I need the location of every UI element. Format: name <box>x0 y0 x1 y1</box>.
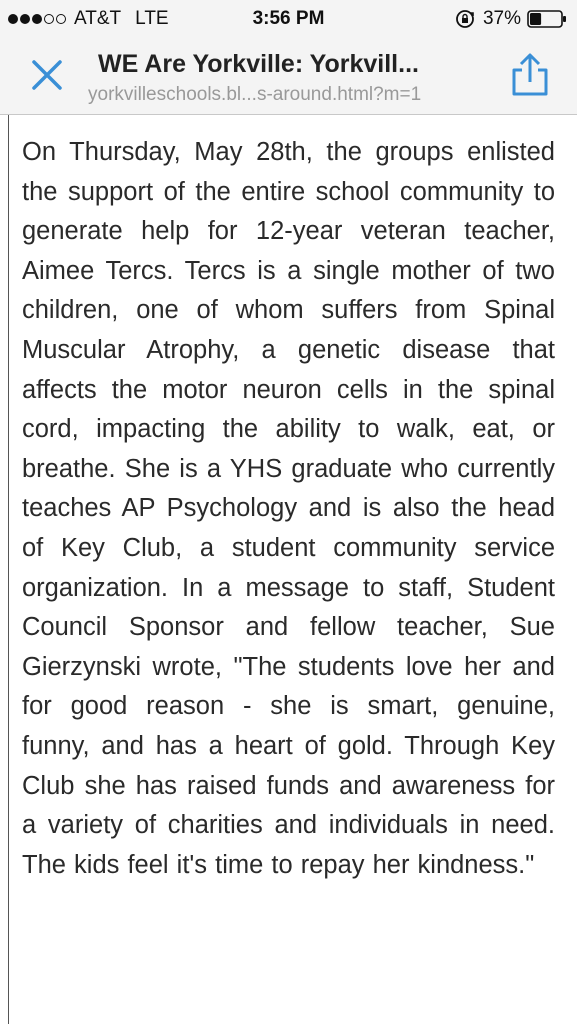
content-left-border <box>8 115 9 1024</box>
carrier-name: AT&T <box>74 8 122 29</box>
battery-percent: 37% <box>482 8 521 29</box>
article-paragraph: On Thursday, May 28th, the groups enlisted the support of the entire school community to generate help for 12-year veteran teacher, Aimee Tercs. Tercs is a single mother of two children, one of whom suffers from Spinal Muscular Atrophy, a genetic disease that affects the motor neuron cells in the spinal cord, impacting the ability to walk, eat, or breathe. She is a YHS graduate who currently teaches AP Psychology and is also the head of Key Club, a student community service organization. In a message to staff, Student Council Sponsor and fellow teacher, Sue Gierzynski wrote, "The students love her and for good reason - she is smart, genuine, funny, and has a heart of gold. Through Key Club she has raised funds and awareness for a variety of charities and individuals in need. The kids feel it's time to repay her kindness." <box>22 138 555 879</box>
status-right <box>455 8 567 30</box>
battery-icon <box>527 10 567 28</box>
status-time: 3:56 PM <box>252 8 325 29</box>
close-icon[interactable] <box>28 56 66 94</box>
status-bar <box>0 0 577 38</box>
page-url[interactable]: yorkvilleschools.bl...s-around.html?m=1 <box>88 84 422 105</box>
browser-nav-bar <box>0 38 577 115</box>
network-type: LTE <box>135 8 169 29</box>
page-content[interactable] <box>0 115 577 1024</box>
orientation-lock-icon <box>455 9 475 29</box>
page-title: WE Are Yorkville: Yorkvill... <box>98 50 419 78</box>
share-icon[interactable] <box>508 52 552 98</box>
